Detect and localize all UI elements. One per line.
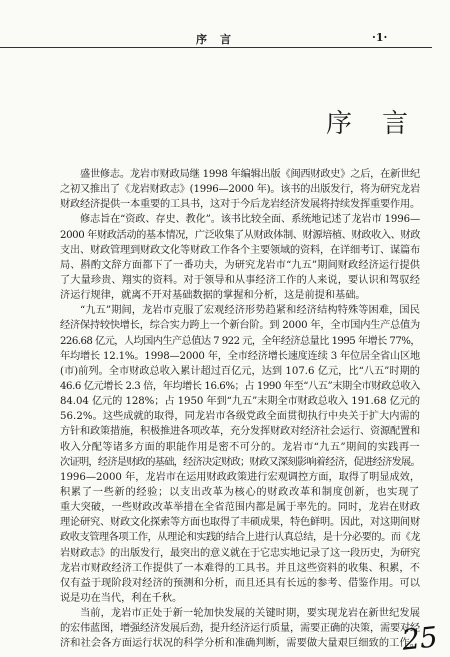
text-line-content: 说是功在当代，利在千秋。 bbox=[60, 592, 183, 604]
text-line bbox=[60, 243, 420, 258]
text-line-content: 经济保持较快增长，综合实力跨上一个新台阶。到 2000 年，全市国内生产总值为 bbox=[60, 320, 420, 332]
text-line-content: 岩财政志》的出版发行，最突出的意义就在于它忠实地记录了这一段历史，为研究 bbox=[60, 547, 420, 559]
text-line bbox=[60, 470, 420, 485]
text-line-content: 济和社会各方面运行状况的科学分析和准确判断，需要做大量艰巨细致的工作。 bbox=[60, 638, 420, 650]
text-line-content: 财政经济提供一本重要的工具书，这对于今后龙岩经济发展将持续发挥重要作用。 bbox=[60, 199, 420, 211]
text-line bbox=[60, 318, 420, 333]
text-line bbox=[80, 303, 420, 318]
text-line bbox=[60, 515, 420, 530]
page-number: ·1· bbox=[372, 31, 388, 44]
text-line bbox=[60, 424, 420, 439]
text-line bbox=[60, 228, 420, 243]
header-rule bbox=[0, 47, 432, 48]
text-line-content: 方针和政策措施，积极推进各项改革，充分发挥财政对经济社会运行、资源配置和 bbox=[60, 426, 420, 438]
text-line-content: 年均增长 12.1%。1998—2000 年，全市经济增长速度连续 3 年位居全省山区地 bbox=[60, 350, 420, 362]
paragraph bbox=[60, 167, 420, 212]
text-line-content: “九五”期间，龙岩市克服了宏观经济形势趋紧和经济结构特殊等困难，国民 bbox=[80, 305, 420, 317]
text-line-content: 的宏伟蓝图，增强经济发展后劲，提升经济运行质量，需要正确的决策，需要对经 bbox=[60, 623, 420, 635]
text-line bbox=[60, 621, 420, 636]
text-line-content: 56.2%。这些成就的取得，同龙岩市各级党政全面贯彻执行中央关于扩大内需的 bbox=[60, 411, 420, 423]
text-line-content: (市)前列。全市财政总收入累计超过百亿元，达到 107.6 亿元，比“八五”时期的 bbox=[60, 365, 420, 377]
text-line bbox=[60, 591, 420, 606]
text-line-content: 济运行规律，就离不开对基础数据的掌握和分析，这是前提和基础。 bbox=[60, 290, 366, 302]
text-line-content: 理论研究、财政文化探索等方面也取得了丰硕成果，特色鲜明。因此，对这期间财 bbox=[60, 517, 420, 529]
text-line-content: 2000 年财政活动的基本情况，广泛收集了从财政体制、财源培植、财政收入、财政 bbox=[60, 229, 420, 241]
text-line-content: 政收支管理各项工作，从理论和实践的结合上进行认真总结，是十分必要的。而《龙 bbox=[60, 532, 420, 544]
running-title: 序 言 bbox=[196, 33, 232, 46]
text-line bbox=[60, 546, 420, 561]
text-line-content: 84.04 亿元的 128%；占 1950 年到“九五”末期全市财政总收入 191.68 亿元的 bbox=[60, 396, 420, 408]
text-line-content: 支出、财政管理到财政文化等财政工作各个主要领域的资料，在详细考订、谋篇布 bbox=[60, 244, 420, 256]
body-text bbox=[60, 167, 420, 652]
text-line bbox=[60, 258, 420, 273]
page-title: 序 言 bbox=[326, 109, 411, 140]
text-line-content: 226.68 亿元，人均国内生产总值达 7 922 元，全年经济总量比 1995 年增长 77%， bbox=[60, 335, 420, 347]
paragraph bbox=[60, 303, 420, 606]
text-line bbox=[60, 440, 420, 455]
text-line-content: 积累了一些新的经验；以支出改革为核心的财政改革和制度创新，也实现了 bbox=[60, 486, 420, 498]
text-line bbox=[60, 379, 420, 394]
text-line-content: 盛世修志。龙岩市财政局继 1998 年编辑出版《闽西财政史》之后，在新世纪 bbox=[80, 169, 420, 180]
text-line bbox=[60, 530, 420, 545]
text-line bbox=[60, 197, 420, 212]
text-line bbox=[60, 349, 420, 364]
text-line-content: 修志旨在“资政、存史、教化”。该书比较全面、系统地记述了龙岩市 1996— bbox=[80, 214, 420, 226]
text-line bbox=[60, 182, 420, 197]
text-line bbox=[60, 455, 420, 470]
text-line bbox=[60, 409, 420, 424]
text-line-content: 次证明，经济是财政的基础，经济决定财政；财政又深刻影响着经济，促进经济发展。 bbox=[60, 456, 420, 468]
text-line-content: 重大突破，一些财政改革举措在全省范围内都是属于率先的。同时，龙岩在财政 bbox=[60, 502, 420, 514]
text-line-content: 收入分配等诸多方面的职能作用是密不可分的。龙岩市“九五”期间的实践再一 bbox=[60, 441, 420, 453]
paragraph bbox=[60, 606, 420, 651]
text-line-content: 当前，龙岩市正处于新一轮加快发展的关键时期，要实现龙岩在新世纪发展 bbox=[80, 608, 420, 620]
text-line bbox=[60, 364, 420, 379]
handwritten-note: 25 bbox=[400, 620, 440, 657]
text-line bbox=[60, 485, 420, 500]
text-line-content: 1996—2000 年，龙岩市在运用财政政策进行宏观调控方面，取得了明显成效， bbox=[60, 471, 420, 483]
text-line bbox=[60, 334, 420, 349]
paragraph bbox=[60, 212, 420, 303]
text-line-content: 46.6 亿元增长 2.3 倍，年均增长 16.6%；占 1990 年至“八五”末期全市财政总收入 bbox=[60, 380, 420, 392]
text-line-content: 局、斟酌文辞方面都下了一番功夫，为研究龙岩市“九五”期间财政经济运行提供 bbox=[60, 259, 420, 271]
text-line bbox=[60, 500, 420, 515]
text-line bbox=[60, 561, 420, 576]
text-line-content: 龙岩市财政经济工作提供了一本难得的工具书。并且这些资料的收集、积累，不 bbox=[60, 562, 420, 574]
text-line-content: 仅有益于现阶段对经济的预测和分析，而且还具有长远的参考、借鉴作用。可以 bbox=[60, 577, 420, 589]
text-line bbox=[80, 606, 420, 621]
text-line bbox=[80, 167, 420, 182]
text-line bbox=[60, 636, 420, 651]
text-line bbox=[60, 273, 420, 288]
text-line bbox=[60, 394, 420, 409]
text-line bbox=[60, 576, 420, 591]
text-line bbox=[60, 288, 420, 303]
text-line-content: 之初又推出了《龙岩财政志》(1996—2000 年)。该书的出版发行，将为研究龙岩 bbox=[60, 184, 420, 196]
text-line-content: 了大量珍贵、翔实的资料。对于领导和从事经济工作的人来说，要认识和驾驭经 bbox=[60, 274, 420, 286]
text-line bbox=[80, 212, 420, 227]
